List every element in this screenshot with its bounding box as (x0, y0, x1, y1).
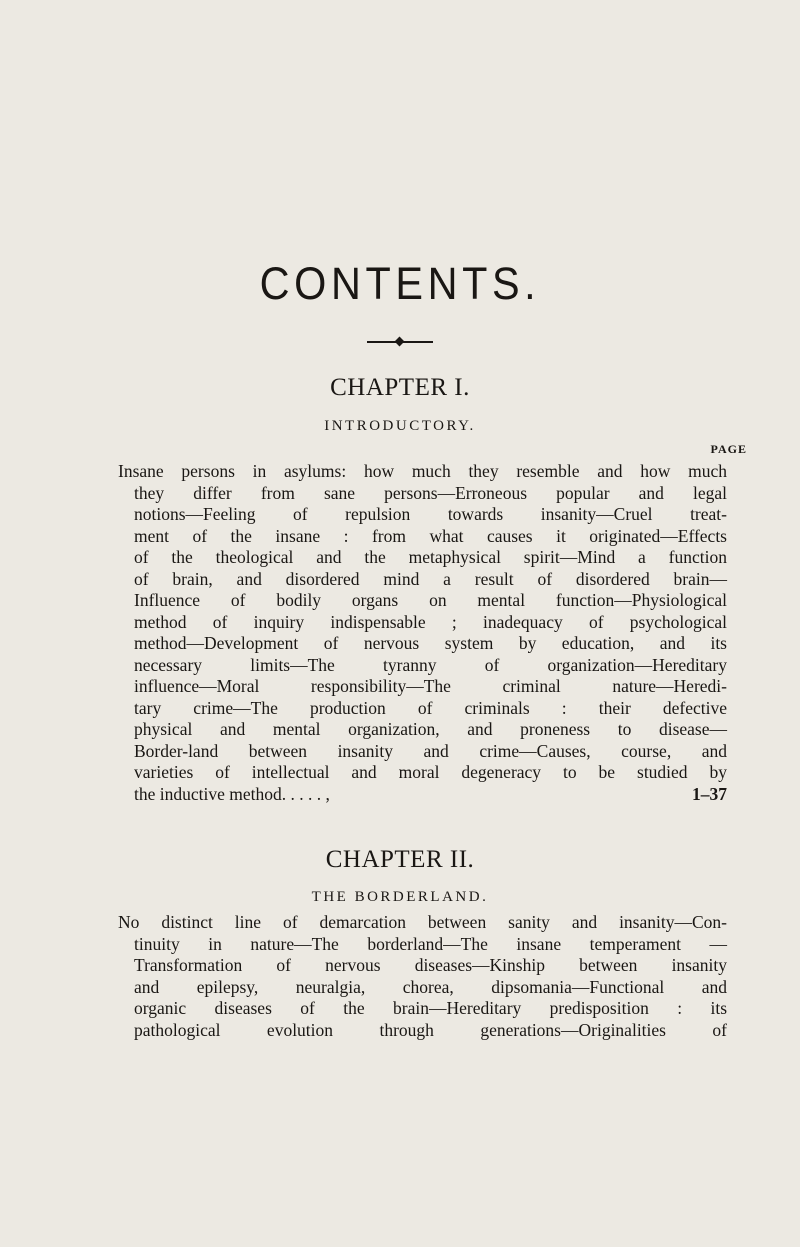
summary-line: of the theological and the metaphysical spirit—Mind a function (134, 547, 727, 567)
summary-line: No distinct line of demarcation between sanity and insanity—Con- (118, 912, 727, 932)
summary-line-text: the inductive method. . . . . , (134, 783, 330, 804)
chapter-1-heading: CHAPTER I. (330, 374, 470, 401)
summary-line: notions—Feeling of repulsion towards insanity—Cruel treat- (134, 504, 727, 524)
summary-line: method—Development of nervous system by education, and its (134, 633, 727, 653)
summary-line: necessary limits—The tyranny of organization—Hereditary (134, 654, 727, 675)
summary-line: organic diseases of the brain—Hereditary predisposition : its (134, 998, 727, 1018)
summary-line: ment of the insane : from what causes it originated—Effects (134, 525, 727, 546)
contents-title: CONTENTS. (259, 258, 541, 309)
chapter-1-summary (118, 461, 727, 805)
ornament-diamond-icon (395, 337, 405, 347)
summary-line-last (134, 784, 727, 806)
summary-line: of brain, and disordered mind a result of disordered brain— (134, 568, 727, 589)
summary-line: method of inquiry indispensable ; inadequacy of psychological (134, 611, 727, 632)
summary-line: Border-land between insanity and crime—Causes, course, and (134, 740, 727, 761)
summary-line: and epilepsy, neuralgia, chorea, dipsomania—Functional and (134, 976, 727, 997)
summary-line: Influence of bodily organs on mental function—Physiological (134, 590, 727, 610)
page-column-label: PAGE (710, 442, 747, 456)
chapter-1-subtitle: INTRODUCTORY. (324, 418, 476, 434)
summary-line: tinuity in nature—The borderland—The insane temperament — (134, 933, 727, 954)
chapter-2-summary (118, 912, 727, 1041)
summary-line: pathological evolution through generations—Originalities of (134, 1019, 727, 1040)
summary-line: varieties of intellectual and moral degeneracy to be studied by (134, 762, 727, 782)
summary-line: they differ from sane persons—Erroneous popular and legal (134, 482, 727, 503)
chapter-2-subtitle: THE BORDERLAND. (311, 889, 489, 905)
page-range: 1–37 (692, 783, 727, 804)
summary-line: influence—Moral responsibility—The criminal nature—Heredi- (134, 676, 727, 696)
summary-line: Transformation of nervous diseases—Kinship between insanity (134, 955, 727, 975)
summary-line: Insane persons in asylums: how much they resemble and how much (118, 461, 727, 481)
summary-line: physical and mental organization, and proneness to disease— (134, 719, 727, 739)
summary-line: tary crime—The production of criminals : their defective (134, 697, 727, 718)
chapter-2-heading: CHAPTER II. (325, 846, 475, 873)
